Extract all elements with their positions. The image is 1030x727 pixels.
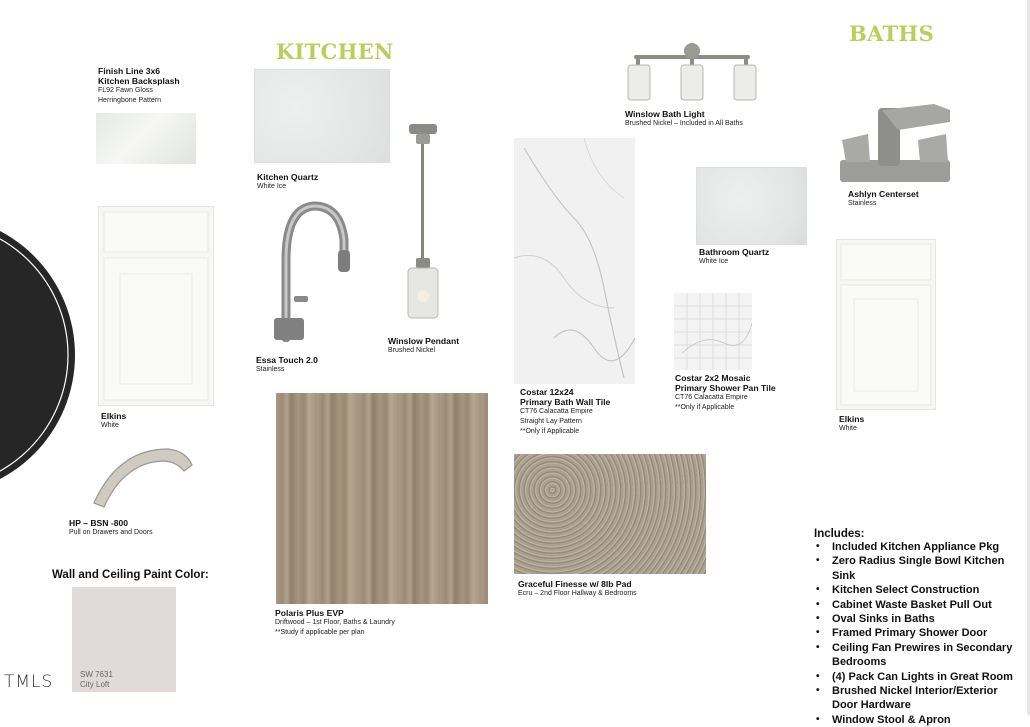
bath-cabinet-image — [836, 239, 936, 410]
mosaic-note: **Only if Applicable — [675, 404, 735, 411]
tmls-watermark: TMLS — [4, 672, 54, 692]
includes-item: • Window Stool & Apron — [814, 713, 1026, 727]
includes-panel — [814, 528, 1026, 727]
includes-list — [814, 540, 1026, 727]
includes-item: • Brushed Nickel Interior/Exterior Door Hardware — [814, 684, 1026, 713]
bath-light-name: Winslow Bath Light — [625, 109, 705, 119]
wall-tile-note: **Only if Applicable — [520, 428, 580, 435]
includes-title: Includes: — [814, 528, 865, 540]
pull-usage: Pull on Drawers and Doors — [69, 529, 153, 536]
evp-label — [275, 608, 395, 638]
includes-item: • Kitchen Select Construction — [814, 583, 1026, 597]
mosaic-name-line2: Primary Shower Pan Tile — [675, 383, 776, 393]
bath-cabinet-label — [839, 414, 864, 434]
includes-item: • Included Kitchen Appliance Pkg — [814, 540, 1026, 554]
wall-tile-name-line1: Costar 12x24 — [520, 387, 574, 397]
carpet-name: Graceful Finesse w/ 8lb Pad — [518, 579, 632, 589]
paint-title: Wall and Ceiling Paint Color: — [52, 569, 209, 581]
pull-label — [69, 518, 153, 538]
kitchen-heading: KITCHEN — [276, 39, 394, 64]
backsplash-name-line2: Kitchen Backsplash — [98, 76, 180, 86]
backsplash-color: FL92 Fawn Gloss — [98, 87, 153, 94]
pendant-finish: Brushed Nickel — [388, 347, 436, 354]
paint-code: SW 7631 — [80, 670, 113, 679]
backsplash-label — [98, 66, 180, 106]
includes-item: • Cabinet Waste Basket Pull Out — [814, 598, 1026, 612]
evp-name: Polaris Plus EVP — [275, 608, 344, 618]
bath-faucet-finish: Stainless — [848, 200, 877, 207]
pull-name: HP – BSN -800 — [69, 518, 129, 528]
evp-flooring-swatch — [276, 393, 488, 604]
bath-light-finish: Brushed Nickel – Included in All Baths — [625, 120, 743, 127]
bath-quartz-name: Bathroom Quartz — [699, 247, 770, 257]
backsplash-name-line1: Finish Line 3x6 — [98, 66, 161, 76]
backsplash-pattern: Herringbone Pattern — [98, 97, 162, 104]
bath-quartz-swatch — [696, 167, 807, 245]
kitchen-faucet-name: Essa Touch 2.0 — [256, 355, 318, 365]
kitchen-cabinet-name: Elkins — [101, 411, 127, 421]
carpet-location: Ecru – 2nd Floor Hallway & Bedrooms — [518, 590, 637, 597]
pendant-label — [388, 336, 459, 356]
carpet-swatch — [514, 454, 706, 574]
kitchen-quartz-name: Kitchen Quartz — [257, 172, 319, 182]
kitchen-faucet-finish: Stainless — [256, 366, 285, 373]
includes-item: • Framed Primary Shower Door — [814, 626, 1026, 640]
bath-faucet-name: Ashlyn Centerset — [848, 189, 919, 199]
mosaic-label — [675, 373, 776, 413]
kitchen-cabinet-color: White — [101, 422, 119, 429]
kitchen-cabinet-image — [98, 206, 214, 406]
bath-faucet-image — [838, 100, 956, 186]
paint-name: City Loft — [80, 680, 110, 689]
evp-note: **Study if applicable per plan — [275, 629, 365, 636]
mosaic-color: CT76 Calacatta Empire — [675, 394, 748, 401]
kitchen-cabinet-label — [101, 411, 126, 431]
includes-item: • Zero Radius Single Bowl Kitchen Sink — [814, 554, 1026, 583]
kitchen-quartz-color: White Ice — [257, 183, 287, 190]
kitchen-faucet-label — [256, 355, 318, 375]
bath-light-label — [625, 109, 743, 129]
wall-tile-label — [520, 387, 610, 437]
mosaic-tile-swatch — [674, 293, 752, 370]
pendant-light-image — [403, 124, 443, 322]
baths-heading: BATHS — [849, 21, 935, 46]
bath-light-image — [626, 43, 758, 103]
includes-item: • Oval Sinks in Baths — [814, 612, 1026, 626]
wall-tile-swatch — [514, 138, 635, 384]
carpet-label — [518, 579, 637, 599]
bath-cabinet-name: Elkins — [839, 414, 865, 424]
decorative-circle — [0, 215, 80, 495]
kitchen-faucet-image — [266, 200, 354, 342]
mosaic-name-line1: Costar 2x2 Mosaic — [675, 373, 751, 383]
cabinet-pull-image — [88, 443, 194, 511]
includes-item: • Ceiling Fan Prewires in Secondary Bedrooms — [814, 641, 1026, 670]
wall-tile-color: CT76 Calacatta Empire — [520, 408, 593, 415]
bath-quartz-label — [699, 247, 769, 267]
includes-item: • (4) Pack Can Lights in Great Room — [814, 670, 1026, 684]
bath-faucet-label — [848, 189, 919, 209]
wall-tile-name-line2: Primary Bath Wall Tile — [520, 397, 611, 407]
bath-quartz-color: White Ice — [699, 258, 729, 265]
wall-tile-pattern: Straight Lay Pattern — [520, 418, 582, 425]
evp-location: Driftwood – 1st Floor, Baths & Laundry — [275, 619, 395, 626]
backsplash-swatch — [96, 113, 196, 164]
pendant-name: Winslow Pendant — [388, 336, 460, 346]
kitchen-quartz-label — [257, 172, 318, 192]
bath-cabinet-color: White — [839, 425, 857, 432]
kitchen-quartz-swatch — [254, 69, 390, 163]
